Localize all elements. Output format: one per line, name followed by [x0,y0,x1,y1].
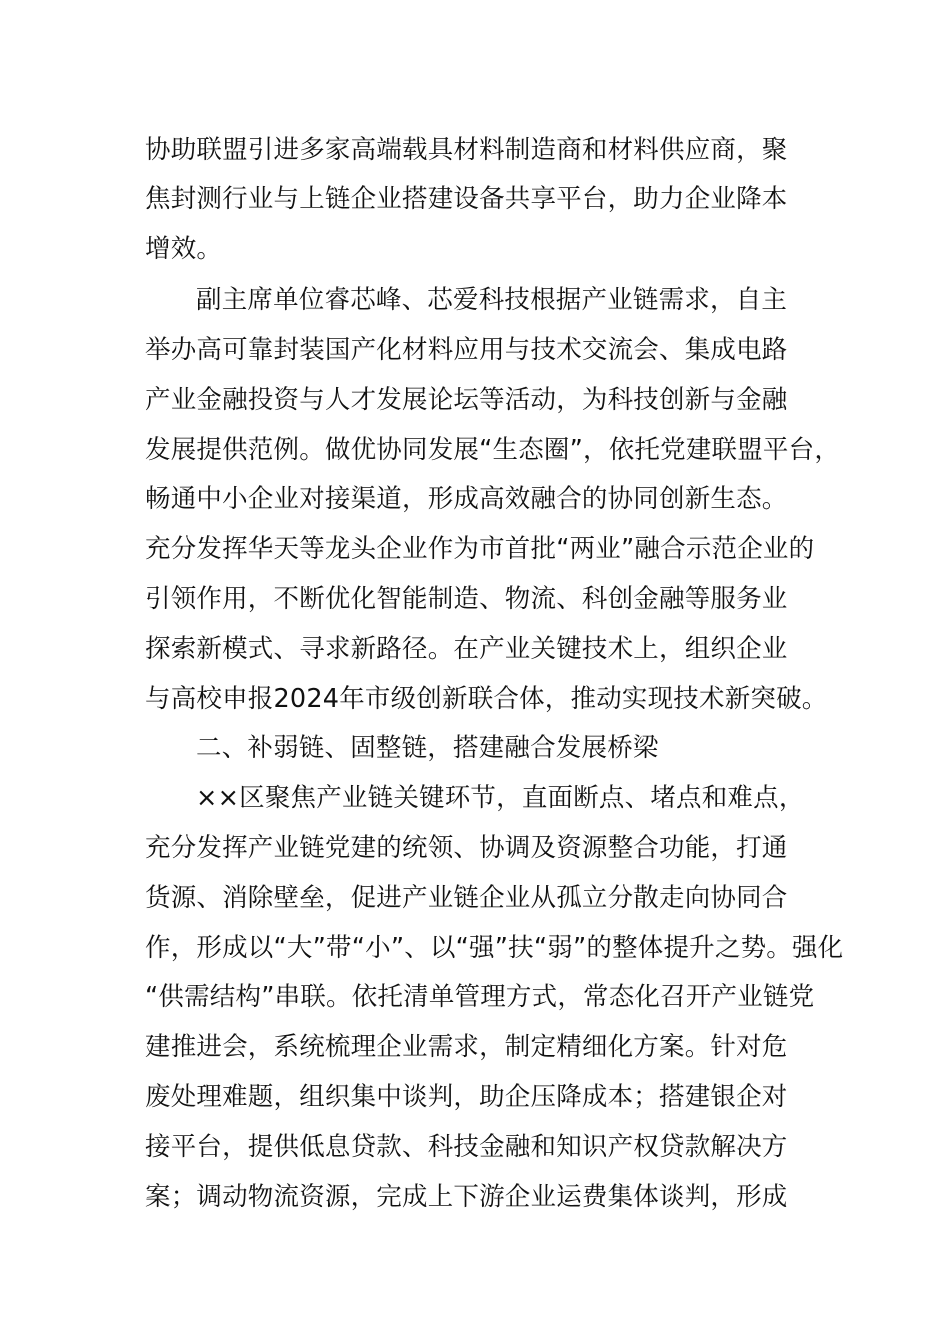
text-line: 案；调动物流资源，完成上下游企业运费集体谈判，形成 [145,1182,788,1212]
text-line: 产业金融投资与人才发展论坛等活动，为科技创新与金融 [145,385,788,415]
text-line: 货源、消除壁垒，促进产业链企业从孤立分散走向协同合 [145,883,788,913]
paragraph-first-line: ××区聚焦产业链关键环节，直面断点、堵点和难点， [196,783,805,813]
text-line: 举办高可靠封装国产化材料应用与技术交流会、集成电路 [145,335,788,365]
text-line: 充分发挥华天等龙头企业作为市首批“两业”融合示范企业的 [145,534,815,564]
text-line: 与高校申报2024年市级创新联合体，推动实现技术新突破。 [145,684,828,714]
text-line: “供需结构”串联。依托清单管理方式，常态化召开产业链党 [145,982,815,1012]
text-line: 引领作用，不断优化智能制造、物流、科创金融等服务业 [145,584,788,614]
section-heading: 二、补弱链、固整链，搭建融合发展桥梁 [196,733,659,763]
text-line: 接平台，提供低息贷款、科技金融和知识产权贷款解决方 [145,1132,788,1162]
text-line: 充分发挥产业链党建的统领、协调及资源整合功能，打通 [145,833,788,863]
text-line: 协助联盟引进多家高端载具材料制造商和材料供应商，聚 [145,135,788,165]
text-line: 焦封测行业与上链企业搭建设备共享平台，助力企业降本 [145,184,788,214]
text-line: 建推进会，系统梳理企业需求，制定精细化方案。针对危 [145,1032,788,1062]
paragraph-first-line: 副主席单位睿芯峰、芯爱科技根据产业链需求，自主 [196,285,788,315]
text-line: 探索新模式、寻求新路径。在产业关键技术上，组织企业 [145,634,788,664]
text-line: 畅通中小企业对接渠道，形成高效融合的协同创新生态。 [145,484,788,514]
text-line: 废处理难题，组织集中谈判，助企压降成本；搭建银企对 [145,1082,788,1112]
text-line: 发展提供范例。做优协同发展“生态圈”，依托党建联盟平台， [145,435,841,465]
text-line: 作，形成以“大”带“小”、以“强”扶“弱”的整体提升之势。强化 [145,933,844,963]
text-line: 增效。 [145,234,223,264]
